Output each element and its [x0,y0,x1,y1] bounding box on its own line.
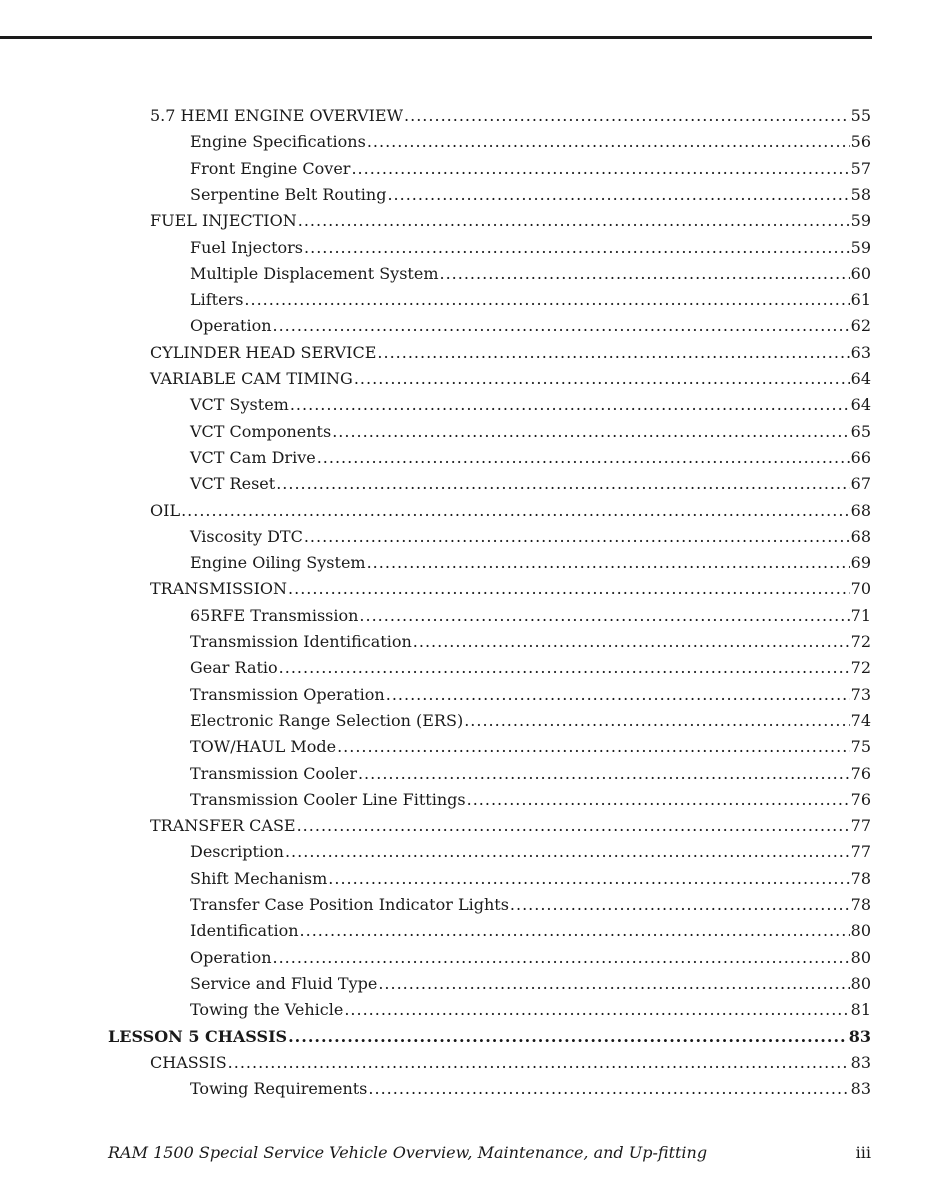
toc-dot-leader [285,839,850,865]
toc-entry-page: 55 [850,106,871,125]
toc-dot-leader [332,419,849,445]
toc-dot-leader [386,682,850,708]
toc-entry-page: 62 [850,316,871,336]
toc-lesson-entry[interactable] [108,1024,871,1050]
toc-dot-leader [359,603,849,629]
toc-entry-page: 60 [850,263,871,283]
toc-entry-page: 72 [850,632,871,651]
toc-subsection-entry[interactable] [190,682,871,708]
header-rule [0,36,872,39]
toc-entry-page: 80 [850,921,871,941]
toc-entry-page: 71 [850,605,871,625]
toc-entry-page: 72 [850,658,871,678]
toc-entry-page: 59 [850,237,871,257]
toc-subsection-entry[interactable] [190,945,871,971]
toc-dot-leader [228,1050,850,1076]
toc-subsection-entry[interactable] [190,629,871,655]
toc-entry-title: Electronic Range Selection (ERS) [190,710,464,730]
toc-entry-title: VARIABLE CAM TIMING [150,369,353,388]
toc-entry-title: LESSON 5 CHASSIS [108,1026,288,1046]
toc-dot-leader [297,813,850,839]
toc-dot-leader [344,997,849,1023]
toc-entry-title: VCT Cam Drive [190,447,316,467]
toc-entry-page: 74 [850,710,871,730]
toc-entry-title: VCT Reset [190,474,276,494]
toc-entry-title: Lifters [190,290,244,310]
toc-section-entry[interactable] [150,103,871,129]
toc-dot-leader [378,971,849,997]
toc-subsection-entry[interactable] [190,313,871,339]
toc-subsection-entry[interactable] [190,787,871,813]
toc-subsection-entry[interactable] [190,392,871,418]
toc-subsection-entry[interactable] [190,971,871,997]
toc-entry-page: 59 [850,211,871,231]
toc-section-entry[interactable] [150,1050,871,1076]
toc-entry-title: Description [190,842,284,862]
toc-dot-leader [328,866,849,892]
toc-dot-leader [464,708,849,734]
toc-entry-title: CHASSIS [150,1052,227,1072]
toc-entry-page: 68 [850,500,871,520]
toc-dot-leader [337,734,850,760]
toc-subsection-entry[interactable] [190,708,871,734]
toc-subsection-entry[interactable] [190,839,871,865]
toc-dot-leader [358,761,850,787]
toc-entry-page: 75 [850,737,871,757]
toc-dot-leader [413,629,850,655]
toc-entry-title: VCT System [190,395,289,415]
toc-entry-page: 77 [850,816,871,836]
toc-subsection-entry[interactable] [190,866,871,892]
toc-subsection-entry[interactable] [190,419,871,445]
toc-dot-leader [440,261,850,287]
toc-subsection-entry[interactable] [190,761,871,787]
toc-entry-page: 61 [850,290,871,310]
toc-entry-title: Towing the Vehicle [190,1000,344,1020]
toc-dot-leader [510,892,850,918]
toc-subsection-entry[interactable] [190,156,871,182]
toc-entry-title: Multiple Displacement System [190,263,439,283]
toc-entry-page: 83 [848,1026,871,1046]
toc-entry-page: 58 [850,184,871,204]
toc-dot-leader [288,1024,848,1050]
toc-entry-title: Shift Mechanism [190,868,328,888]
toc-dot-leader [317,445,850,471]
toc-dot-leader [354,366,850,392]
toc-entry-page: 83 [850,1079,871,1099]
toc-entry-page: 80 [850,947,871,967]
toc-subsection-entry[interactable] [190,1076,871,1102]
toc-subsection-entry[interactable] [190,655,871,681]
toc-section-entry[interactable] [150,576,871,602]
toc-entry-page: 63 [850,342,871,362]
toc-entry-title: OIL [150,500,181,520]
toc-subsection-entry[interactable] [190,734,871,760]
toc-entry-title: Transmission Cooler [190,763,357,783]
toc-entry-page: 70 [850,579,871,599]
toc-entry-title: Transmission Cooler Line Fittings [190,789,466,809]
toc-entry-page: 76 [850,789,871,809]
toc-entry-title: Engine Specifications [190,132,366,152]
toc-section-entry[interactable] [150,498,871,524]
toc-entry-title: Identification [190,921,299,941]
toc-entry-page: 77 [850,842,871,862]
toc-entry-title: Front Engine Cover [190,158,351,178]
toc-subsection-entry[interactable] [190,261,871,287]
toc-dot-leader [304,235,850,261]
toc-entry-page: 57 [850,158,871,178]
toc-entry-page: 78 [850,868,871,888]
toc-entry-page: 81 [850,1000,871,1020]
toc-dot-leader [368,1076,849,1102]
toc-dot-leader [276,471,849,497]
toc-subsection-entry[interactable] [190,129,871,155]
toc-dot-leader [367,129,850,155]
page-footer [108,1143,871,1167]
toc-entry-title: Viscosity DTC [190,526,303,546]
toc-entry-title: Fuel Injectors [190,237,304,257]
footer-document-title: RAM 1500 Special Service Vehicle Overview, Maintenance, and Up-fitting [108,1143,708,1162]
toc-subsection-entry[interactable] [190,918,871,944]
toc-entry-title: TRANSFER CASE [150,816,296,836]
toc-entry-title: Operation [190,947,272,967]
toc-section-entry[interactable] [150,208,871,234]
toc-subsection-entry[interactable] [190,997,871,1023]
toc-entry-title: Transmission Identification [190,632,412,651]
toc-entry-title: Serpentine Belt Routing [190,184,387,204]
toc-entry-page: 56 [850,132,871,152]
toc-entry-page: 76 [850,763,871,783]
toc-dot-leader [467,787,850,813]
toc-entry-page: 80 [850,973,871,993]
footer-page-number: iii [855,1143,871,1162]
toc-entry-title: Transmission Operation [190,684,385,704]
toc-entry-page: 69 [850,553,871,573]
toc-entry-page: 78 [850,895,871,914]
toc-dot-leader [244,287,849,313]
toc-entry-page: 68 [850,526,871,546]
toc-subsection-entry[interactable] [190,287,871,313]
toc-entry-title: Service and Fluid Type [190,973,378,993]
toc-dot-leader [351,156,849,182]
toc-entry-title: FUEL INJECTION [150,211,297,231]
toc-entry-page: 66 [850,447,871,467]
toc-dot-leader [273,313,850,339]
toc-section-entry[interactable] [150,340,871,366]
toc-entry-title: Operation [190,316,272,336]
toc-entry-page: 67 [850,474,871,494]
toc-subsection-entry[interactable] [190,445,871,471]
toc-dot-leader [300,918,850,944]
toc-dot-leader [290,392,850,418]
toc-subsection-entry[interactable] [190,182,871,208]
toc-entry-title: VCT Components [190,421,332,441]
toc-entry-page: 65 [850,421,871,441]
toc-section-entry[interactable] [150,813,871,839]
toc-entry-title: TOW/HAUL Mode [190,737,337,757]
toc-entry-title: Transfer Case Position Indicator Lights [190,895,509,914]
toc-dot-leader [181,498,850,524]
toc-entry-title: Engine Oiling System [190,553,366,573]
toc-subsection-entry[interactable] [190,550,871,576]
toc-subsection-entry[interactable] [190,235,871,261]
toc-entry-page: 73 [850,684,871,704]
toc-dot-leader [288,576,850,602]
toc-entry-title: CYLINDER HEAD SERVICE [150,342,377,362]
toc-entry-title: Gear Ratio [190,658,278,678]
toc-entry-title: 65RFE Transmission [190,605,359,625]
toc-dot-leader [298,208,850,234]
toc-entry-page: 64 [850,395,871,415]
toc-subsection-entry[interactable] [190,603,871,629]
toc-subsection-entry[interactable] [190,471,871,497]
toc-subsection-entry[interactable] [190,892,871,918]
toc-entry-title: TRANSMISSION [150,579,288,599]
toc-dot-leader [377,340,849,366]
toc-subsection-entry[interactable] [190,524,871,550]
toc-dot-leader [273,945,850,971]
toc-section-entry[interactable] [150,366,871,392]
toc-entry-page: 83 [850,1052,871,1072]
toc-entry-page: 64 [850,369,871,388]
toc-dot-leader [304,524,850,550]
toc-dot-leader [387,182,849,208]
toc-entry-title: 5.7 HEMI ENGINE OVERVIEW [150,106,404,125]
toc-dot-leader [367,550,850,576]
toc-dot-leader [279,655,850,681]
toc-entry-title: Towing Requirements [190,1079,368,1099]
toc-dot-leader [404,103,850,129]
